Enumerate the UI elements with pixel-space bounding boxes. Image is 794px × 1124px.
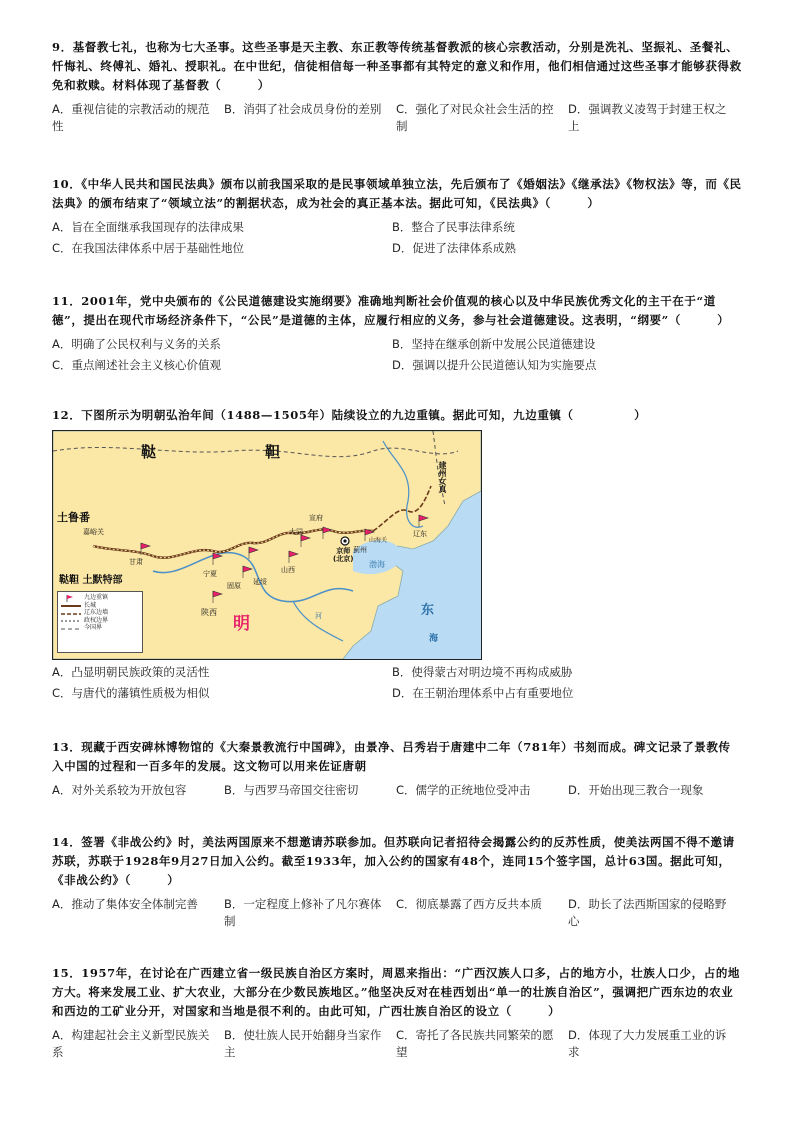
option-b[interactable]: B．与西罗马帝国交往密切	[224, 783, 359, 797]
question-12-options	[52, 664, 742, 706]
option-b[interactable]: B．整合了民事法律系统	[392, 220, 515, 234]
question-stem: 13．现藏于西安碑林博物馆的《大秦景教流行中国碑》，由景净、吕秀岩于唐建中二年（781年）书刻而成。碑文记录了景教传入中国的过程和一百多年的发展。这文物可以用来佐证唐朝	[52, 740, 731, 773]
question-9	[52, 38, 742, 135]
map-label-yulin: 延绥	[253, 578, 267, 586]
map-label-he: 河	[315, 612, 322, 620]
great-wall-icon	[61, 602, 81, 608]
option-b[interactable]: B．使壮族人民开始翻身当家作主	[224, 1028, 382, 1059]
option-c[interactable]: C．彻底暴露了西方反共本质	[396, 897, 543, 911]
question-stem: 14．签署《非战公约》时，美法两国原来不想邀请苏联参加。但苏联向记者招待会揭露公约的反苏性质，使美法两国不得不邀请苏联，苏联于1928年9月27日加入公约。截至1933年，加入公约的国家有48个，连同15个签字国，总计63国。据此可知，《非战公约》（ ）	[52, 835, 735, 887]
ming-nine-garrisons-map	[52, 430, 482, 660]
option-d[interactable]: D．在王朝治理体系中占有重要地位	[392, 686, 574, 700]
map-label-jingshi: 京师 (北京)	[333, 547, 354, 563]
map-label-guyuan: 固原	[227, 582, 241, 590]
option-b[interactable]: B．消弭了社会成员身份的差别	[224, 102, 382, 116]
question-12	[52, 406, 742, 425]
option-b[interactable]: B．坚持在继承创新中发展公民道德建设	[392, 337, 596, 351]
option-d[interactable]: D．促进了法律体系成熟	[392, 241, 516, 255]
question-15	[52, 964, 742, 1061]
map-label-hai: 海	[429, 634, 439, 644]
question-stem: 11．2001年，党中央颁布的《公民道德建设实施纲要》准确地判断社会价值观的核心以及中华民族优秀文化的主干在于“道德”，提出在现代市场经济条件下，“公民”是道德的主体，应履行相应的义务，参与社会道德建设。这表明，“纲要”（ ）	[52, 294, 730, 327]
option-b[interactable]: B．一定程度上修补了凡尔赛体制	[224, 897, 382, 928]
option-a[interactable]: A．重视信徒的宗教活动的规范性	[52, 102, 210, 133]
capital-marker-dot	[343, 539, 346, 542]
option-c[interactable]: C．强化了对民众社会生活的控制	[396, 102, 554, 133]
option-group	[52, 664, 742, 706]
liaodong-wall-icon	[61, 610, 81, 616]
map-label-datong: 大同	[289, 528, 303, 536]
map-label-dada: 鞑	[141, 443, 157, 461]
legend-item-regime-border	[61, 617, 139, 625]
option-a[interactable]: A．凸显明朝民族政策的灵活性	[52, 665, 210, 679]
map-label-jianzhou: 建州女真	[438, 461, 447, 493]
legend-label: 长城	[84, 601, 97, 609]
question-stem: 10．《中华人民共和国民法典》颁布以前我国采取的是民事领域单独立法，先后颁布了《婚姻法》《继承法》《物权法》等，而《民法典》的颁布结束了“领域立法”的割据状态，成为社会的真正基本法。据此可知，《民法典》（ ）	[52, 177, 742, 210]
legend-label: 政权边界	[84, 616, 109, 624]
map-label-ming: 明	[233, 614, 250, 634]
option-group	[52, 782, 742, 799]
map-label-gansu: 甘肃	[129, 558, 143, 566]
option-group	[52, 219, 742, 261]
option-d[interactable]: D．体现了大力发展重工业的诉求	[568, 1028, 727, 1059]
map-legend	[57, 591, 143, 653]
map-label-dan: 靼	[265, 443, 281, 461]
question-14	[52, 833, 742, 930]
flag-icon	[61, 595, 81, 601]
legend-item-modern-border	[61, 624, 139, 632]
map-label-ningxia: 宁夏	[203, 570, 217, 578]
legend-label: 九边重镇	[84, 594, 109, 601]
question-stem: 15．1957年，在讨论在广西建立省一级民族自治区方案时，周恩来指出：“广西汉族人口多，占的地方小，壮族人口少，占的地方大。将来发展工业、扩大农业，大部分在少数民族地区。”他坚决反对在桂西划出“单一的壮族自治区”，强调把广西东边的农业和西边的工矿业分开，对国家和当地是很不利的。由此可知，广西壮族自治区的设立（ ）	[52, 966, 741, 1018]
modern-border-icon	[61, 625, 81, 631]
legend-item-garrison	[61, 594, 139, 602]
question-stem: 12．下图所示为明朝弘治年间（1488—1505年）陆续设立的九边重镇。据此可知，九边重镇（ ）	[52, 408, 647, 422]
map-label-shanxi: 山西	[281, 566, 295, 574]
option-a[interactable]: A．推动了集体安全体制完善	[52, 897, 198, 911]
option-d[interactable]: D．开始出现三教合一现象	[568, 783, 704, 797]
option-group	[52, 1027, 742, 1061]
map-label-dong: 东	[421, 603, 435, 618]
option-c[interactable]: C．与唐代的藩镇性质极为相似	[52, 686, 210, 700]
option-a[interactable]: A．明确了公民权利与义务的关系	[52, 337, 221, 351]
option-c[interactable]: C．寄托了各民族共同繁荣的愿望	[396, 1028, 554, 1059]
legend-label: 今国界	[84, 624, 103, 631]
map-label-xuanfu: 宣府	[309, 514, 323, 522]
question-10	[52, 175, 742, 261]
option-c[interactable]: C．儒学的正统地位受冲击	[396, 783, 531, 797]
map-label-liaodong: 辽东	[413, 530, 427, 538]
option-b[interactable]: B．使得蒙古对明边境不再构成威胁	[392, 665, 573, 679]
map-label-tumote: 鞑靼 土默特部	[59, 575, 123, 586]
map-label-bohai: 渤海	[369, 560, 385, 569]
option-c[interactable]: C．在我国法律体系中居于基础性地位	[52, 241, 245, 255]
question-stem: 9．基督教七礼，也称为七大圣事。这些圣事是天主教、东正教等传统基督教派的核心宗教活动，分别是洗礼、坚振礼、圣餐礼、忏悔礼、终傅礼、婚礼、授职礼。在中世纪，信徒相信每一种圣事都有其特定的意义和作用，他们相信通过这些圣事才能够获得救免和救赎。材料体现了基督教（ ）	[52, 40, 742, 92]
option-a[interactable]: A．构建起社会主义新型民族关系	[52, 1028, 210, 1059]
option-d[interactable]: D．助长了法西斯国家的侵略野心	[568, 897, 727, 928]
option-a[interactable]: A．旨在全面继承我国现存的法律成果	[52, 220, 244, 234]
option-d[interactable]: D．强调教义凌驾于封建王权之上	[568, 102, 727, 133]
map-label-shanhaiguan: 山海关	[369, 537, 388, 544]
legend-item-liaodong-wall	[61, 609, 139, 617]
legend-item-wall	[61, 602, 139, 610]
regime-border-icon	[61, 617, 81, 623]
question-11	[52, 292, 742, 378]
option-d[interactable]: D．强调以提升公民道德认知为实施要点	[392, 358, 597, 372]
map-label-jizhou: 蓟州	[353, 546, 367, 554]
legend-label: 辽东边墙	[84, 609, 109, 616]
option-group	[52, 896, 742, 930]
option-group	[52, 101, 742, 135]
option-c[interactable]: C．重点阐述社会主义核心价值观	[52, 358, 222, 372]
option-a[interactable]: A．对外关系较为开放包容	[52, 783, 187, 797]
option-group	[52, 336, 742, 378]
question-13	[52, 738, 742, 799]
map-label-jiayuguan: 嘉峪关	[83, 528, 104, 536]
map-label-tulufan: 土鲁番	[57, 511, 90, 524]
map-label-shaanxi: 陕西	[201, 608, 217, 617]
